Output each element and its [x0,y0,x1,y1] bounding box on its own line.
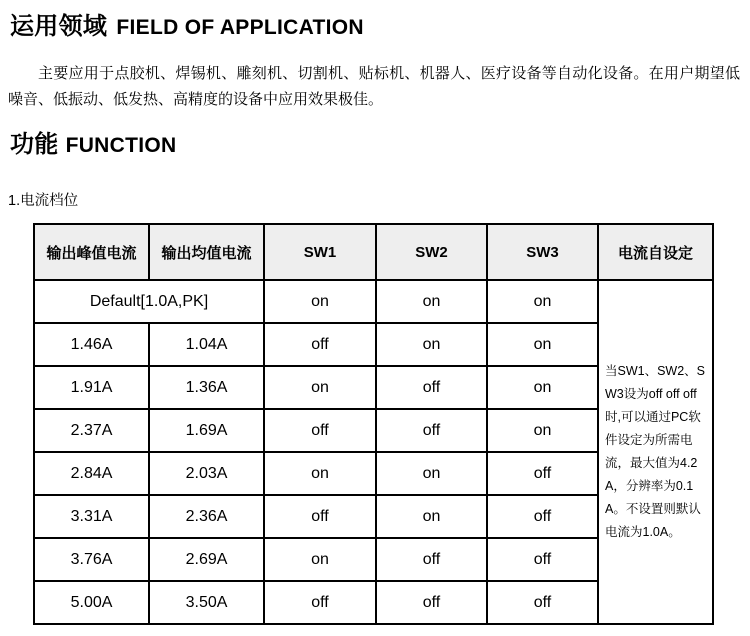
sw1-cell: off [264,409,376,452]
heading-function [10,130,750,161]
sw2-cell: on [376,280,487,323]
sw3-cell: off [487,452,598,495]
sw1-cell: on [264,452,376,495]
sw2-cell: on [376,323,487,366]
peak-cell: 2.37A [34,409,149,452]
sw3-cell: on [487,280,598,323]
sw2-cell: off [376,409,487,452]
sw1-cell: on [264,366,376,409]
heading-function-en: FUNCTION [65,134,177,157]
peak-cell: 3.31A [34,495,149,538]
sw2-cell: off [376,538,487,581]
heading-application-en: FIELD OF APPLICATION [116,16,364,39]
sw1-cell: on [264,280,376,323]
sw3-cell: off [487,581,598,624]
avg-cell: 3.50A [149,581,264,624]
avg-cell: 1.36A [149,366,264,409]
sw1-cell: on [264,538,376,581]
table-row-default [34,280,713,323]
sw3-cell: off [487,538,598,581]
sw1-cell: off [264,495,376,538]
heading-function-zh: 功能 [10,131,59,158]
heading-application-zh: 运用领域 [10,13,108,40]
avg-cell: 2.69A [149,538,264,581]
application-intro-paragraph: 主要应用于点胶机、焊锡机、雕刻机、切割机、贴标机、机器人、医疗设备等自动化设备。在用户期望低噪音、低振动、低发热、高精度的设备中应用效果极佳。 [8,65,740,108]
peak-cell: 3.76A [34,538,149,581]
heading-field-of-application [10,8,750,43]
section-label-current-gears: 1.电流档位 [8,193,79,209]
header-sw1: SW1 [264,224,376,280]
peak-cell: 1.46A [34,323,149,366]
sw2-cell: off [376,366,487,409]
table-header-row [34,224,713,280]
avg-cell: 1.69A [149,409,264,452]
avg-cell: 2.36A [149,495,264,538]
avg-cell: 1.04A [149,323,264,366]
header-avg-current: 输出均值电流 [149,224,264,280]
sw2-cell: on [376,452,487,495]
sw2-cell: on [376,495,487,538]
sw3-cell: on [487,323,598,366]
header-peak-current: 输出峰值电流 [34,224,149,280]
custom-current-note-cell: 当SW1、SW2、SW3设为off off off时,可以通过PC软件设定为所需电流，最大值为4.2A，分辨率为0.1A。不设置则默认电流为1.0A。 [598,280,713,624]
sw3-cell: off [487,495,598,538]
sw1-cell: off [264,581,376,624]
avg-cell: 2.03A [149,452,264,495]
default-label-cell: Default[1.0A,PK] [34,280,264,323]
current-settings-table [33,223,714,625]
header-custom-current: 电流自设定 [598,224,713,280]
sw2-cell: off [376,581,487,624]
sw3-cell: on [487,366,598,409]
peak-cell: 2.84A [34,452,149,495]
document-page [0,8,750,636]
header-sw2: SW2 [376,224,487,280]
peak-cell: 5.00A [34,581,149,624]
header-sw3: SW3 [487,224,598,280]
peak-cell: 1.91A [34,366,149,409]
sw3-cell: on [487,409,598,452]
sw1-cell: off [264,323,376,366]
